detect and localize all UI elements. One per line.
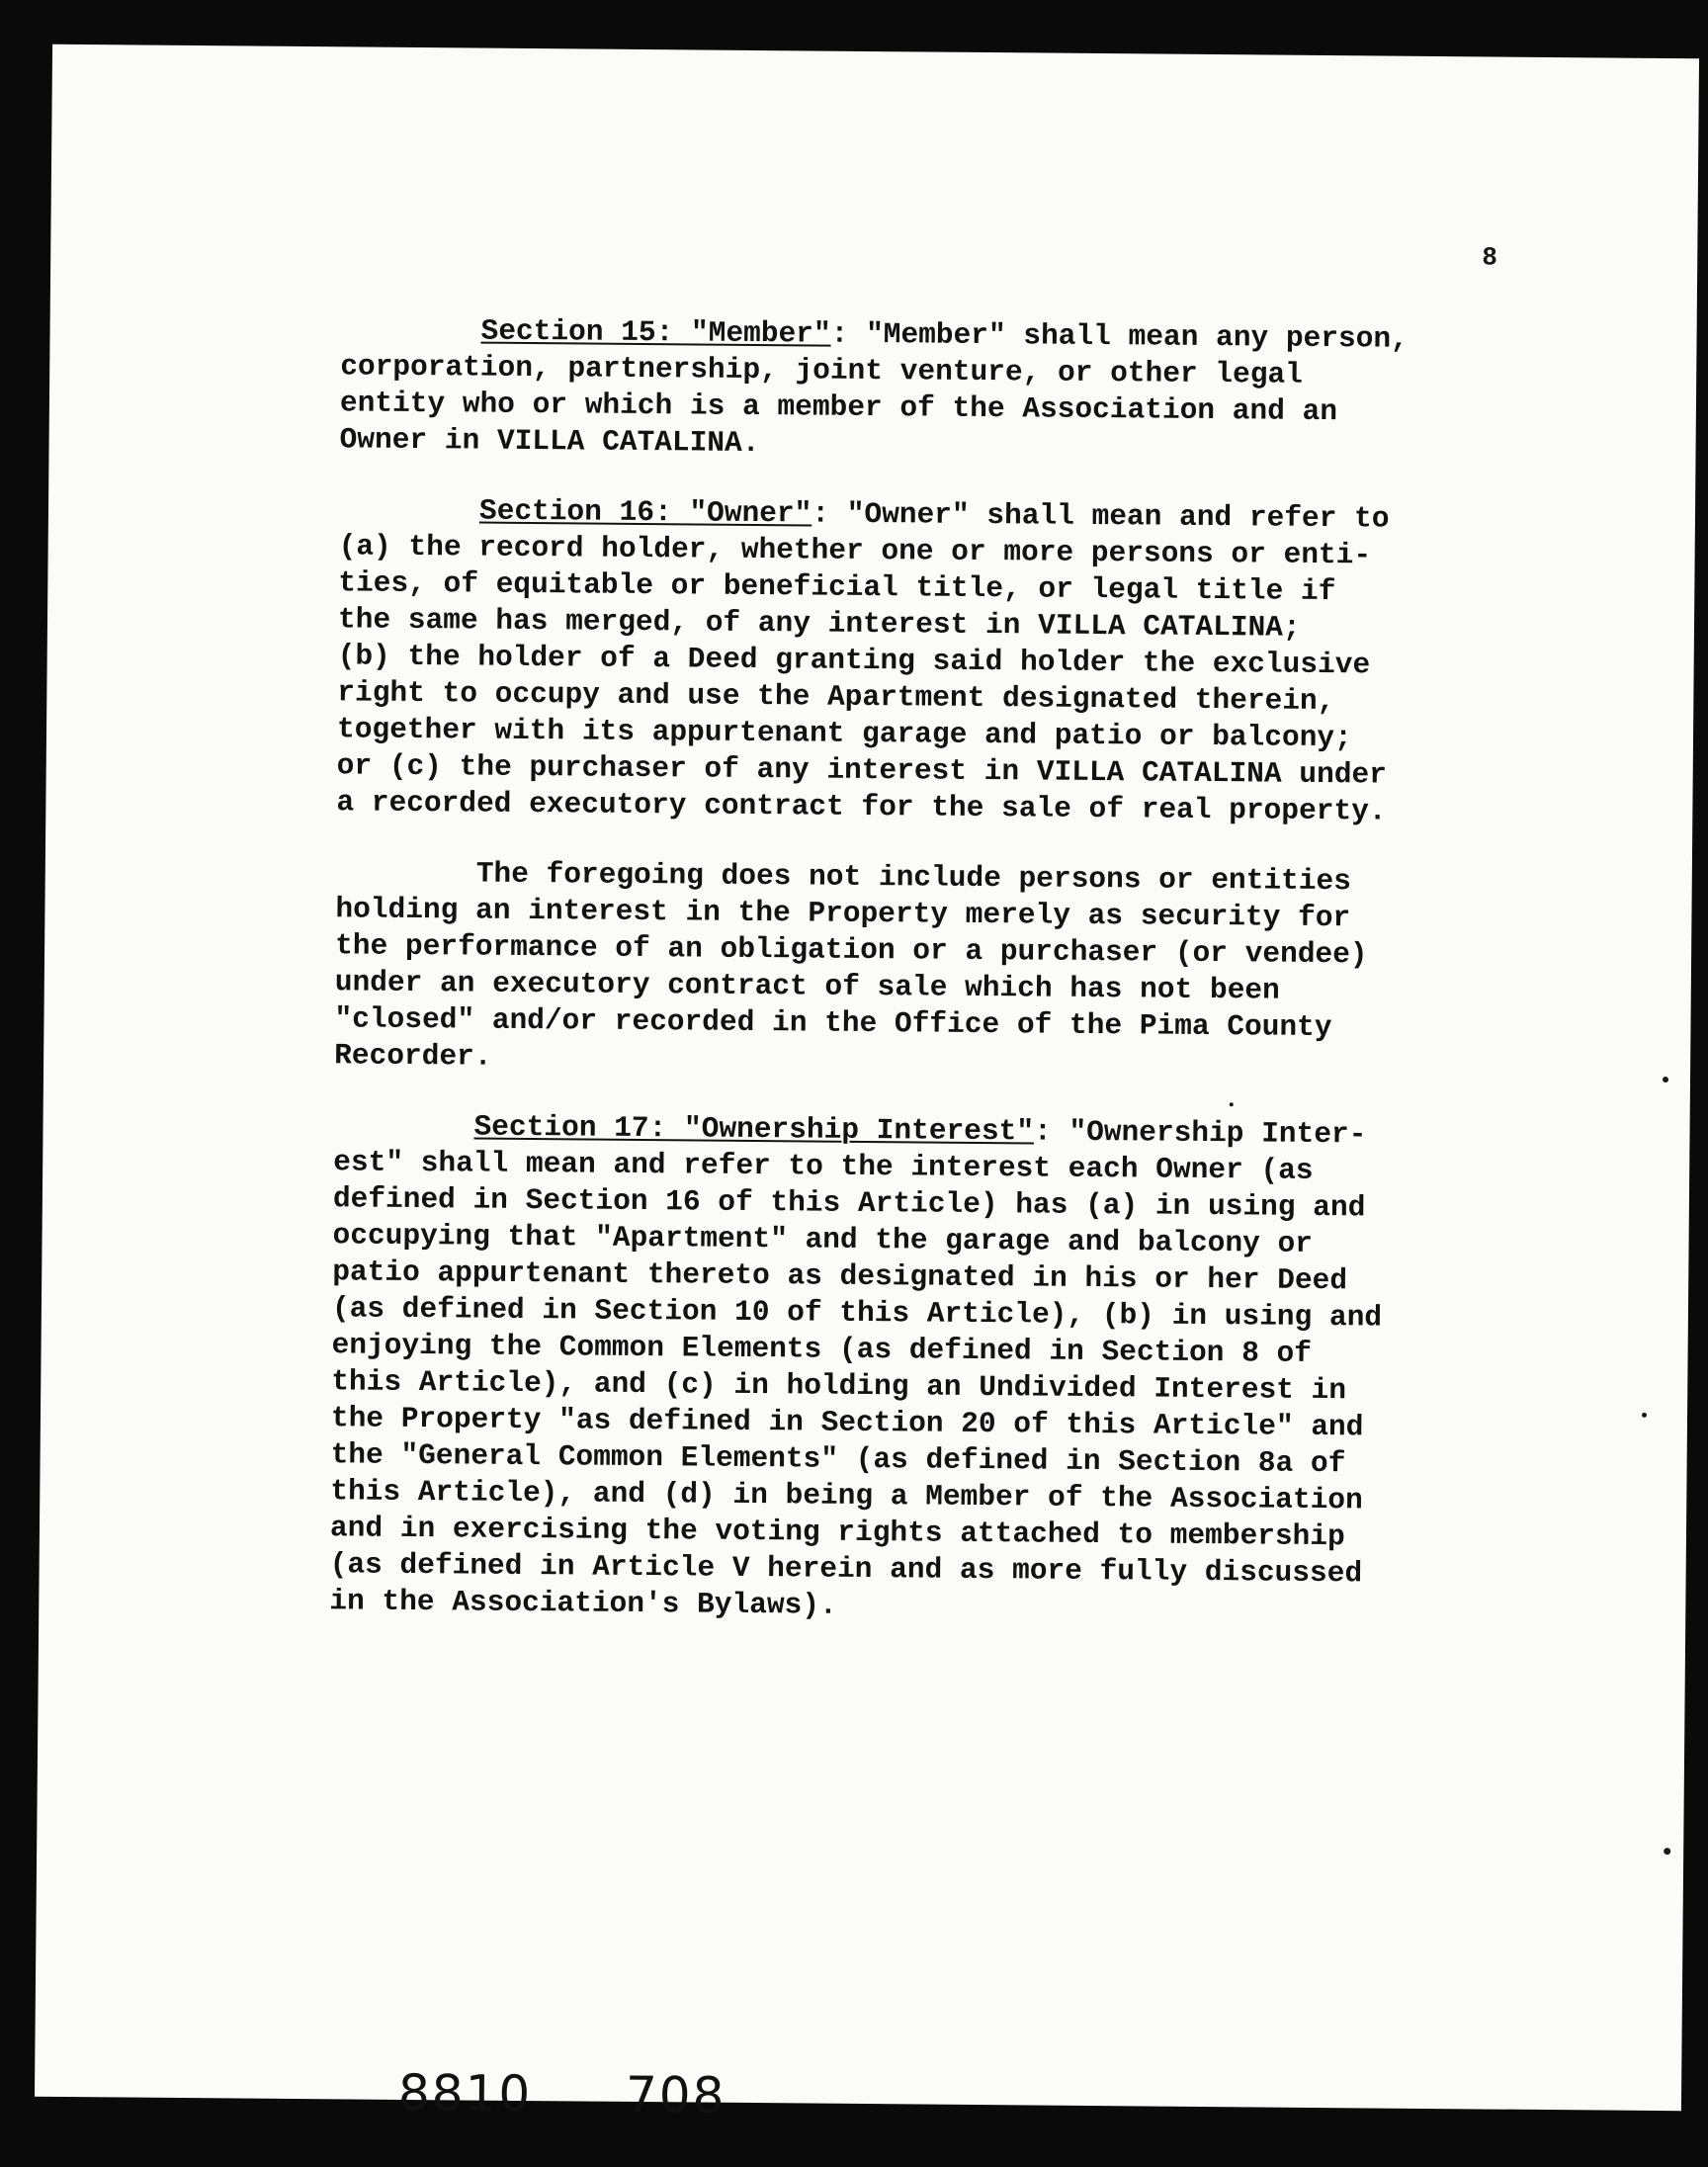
section-16-heading: Section 16: "Owner" xyxy=(478,493,812,531)
scan-speck xyxy=(1664,1848,1670,1855)
footer-number-left: 8810 xyxy=(397,2063,533,2124)
footer-number-right: 708 xyxy=(625,2065,726,2124)
foregoing-paragraph xyxy=(334,854,1562,1084)
section-15-heading: Section 15: "Member" xyxy=(480,313,831,351)
section-16-paragraph xyxy=(336,491,1565,831)
section-17-text: : "Ownership Inter- est" shall mean and refer to the interest each Owner (as defined in Section 16 of this Article) has (a) in using and occupying that "Apartment" and the garage and balcony or patio appurtenant thereto as designated in his or her Deed (as defined in Section 10 of this Article), (b) in using and enjoying the Common Elements (as defined in Section 8 of this Article), and (c) in holding an Undivided Interest in the Property "as defined in Section 20 of this Article" and the "General Common Elements" (as defined in Section 8a of this Article), and (d) in being a Member of the Association and in exercising the voting rights attached to membership (as defined in Article V herein and as more fully discussed in the Association's Bylaws). xyxy=(329,1114,1383,1622)
scan-speck xyxy=(1663,1077,1668,1083)
page-number: 8 xyxy=(1482,242,1498,273)
section-17-paragraph xyxy=(329,1107,1559,1630)
document-body xyxy=(329,311,1567,1664)
section-15-text: : "Member" shall mean any person, corporation, partnership, joint venture, or other legal entity who or which is a member of the Association and an Owner in VILLA CATALINA. xyxy=(339,316,1409,461)
section-15-paragraph xyxy=(339,311,1566,469)
section-16-text: : "Owner" shall mean and refer to (a) the record holder, whether one or more persons or enti- ties, of equitable or beneficial title, or legal title if the same has merged, of any interest in VILLA CATALINA; (b) the holder of a Deed granting said holder the exclusive right to occupy and use the Apartment designated therein, together with its appurtenant garage and patio or balcony; or (c) the purchaser of any interest in VILLA CATALINA under a recorded executory contract for the sale of real property. xyxy=(336,496,1390,828)
scan-speck xyxy=(1642,1413,1647,1418)
section-17-heading: Section 17: "Ownership Interest" xyxy=(473,1109,1035,1149)
document-page xyxy=(35,44,1699,2124)
scan-speck xyxy=(1230,1102,1234,1106)
foregoing-text: The foregoing does not include persons or entities holding an interest in the Property merely as security for the performance of an obligation or a purchaser (or vendee) under an executory contract of sale which has not been "closed" and/or recorded in the Office of the Pima County Recorder. xyxy=(334,856,1368,1074)
